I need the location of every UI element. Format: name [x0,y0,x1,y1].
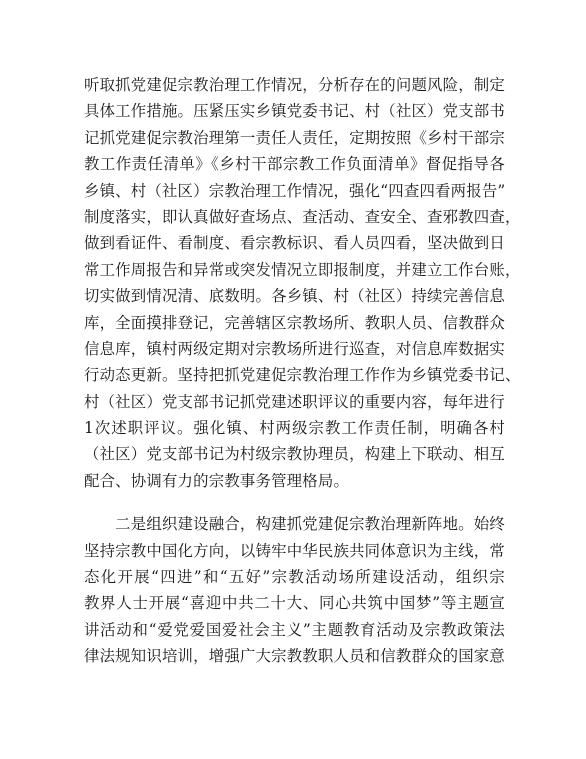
paragraph-2 [84,511,505,669]
text-line: 做到看证件、看制度、看宗教标识、看人员四看，坚决做到日 [84,234,505,253]
text-line: （社区）党支部书记为村级宗教协理员，构建上下联动、相互 [84,445,505,464]
text-line: 行动态更新。坚持把抓党建促宗教治理工作作为乡镇党委书记、 [84,366,521,385]
text-line: 二是组织建设融合，构建抓党建促宗教治理新阵地。始终 [84,515,505,534]
text-line: 具体工作措施。压紧压实乡镇党委书记、村（社区）党支部书 [84,102,505,121]
text-line: 切实做到情况清、底数明。各乡镇、村（社区）持续完善信息 [84,287,505,306]
text-line: 信息库，镇村两级定期对宗教场所进行巡查，对信息库数据实 [84,339,505,358]
text-line: 村（社区）党支部书记抓党建述职评议的重要内容，每年进行 [84,392,505,411]
text-line: 听取抓党建促宗教治理工作情况，分析存在的问题风险，制定 [84,76,505,94]
text-line: 讲活动和“爱党爱国爱社会主义”主题教育活动及宗教政策法 [84,620,505,639]
text-line: 制度落实，即认真做好查场点、查活动、查安全、查邪教四查， [84,207,521,226]
text-line: 记抓党建促宗教治理第一责任人责任，定期按照《乡村干部宗 [84,128,505,147]
paragraph-1 [84,72,521,494]
text-line: 配合、协调有力的宗教事务管理格局。 [84,471,350,490]
text-line: 态化开展“四进”和“五好”宗教活动场所建设活动，组织宗 [84,568,505,587]
text-line: 1次述职评议。强化镇、村两级宗教工作责任制，明确各村 [84,419,505,438]
text-line: 乡镇、村（社区）宗教治理工作情况，强化“四查四看两报告” [84,181,506,200]
text-line: 律法规知识培训，增强广大宗教教职人员和信教群众的国家意 [84,647,505,666]
document-page [84,72,521,670]
text-line: 坚持宗教中国化方向，以铸牢中华民族共同体意识为主线，常 [84,541,505,560]
paragraph-gap [84,494,505,511]
text-line: 教工作责任清单》《乡村干部宗教工作负面清单》督促指导各 [84,155,505,174]
text-line: 教界人士开展“喜迎中共二十大、同心共筑中国梦”等主题宣 [84,594,505,613]
text-line: 常工作周报告和异常或突发情况立即报制度，并建立工作台账， [84,260,521,279]
text-line: 库，全面摸排登记，完善辖区宗教场所、教职人员、信教群众 [84,313,505,332]
